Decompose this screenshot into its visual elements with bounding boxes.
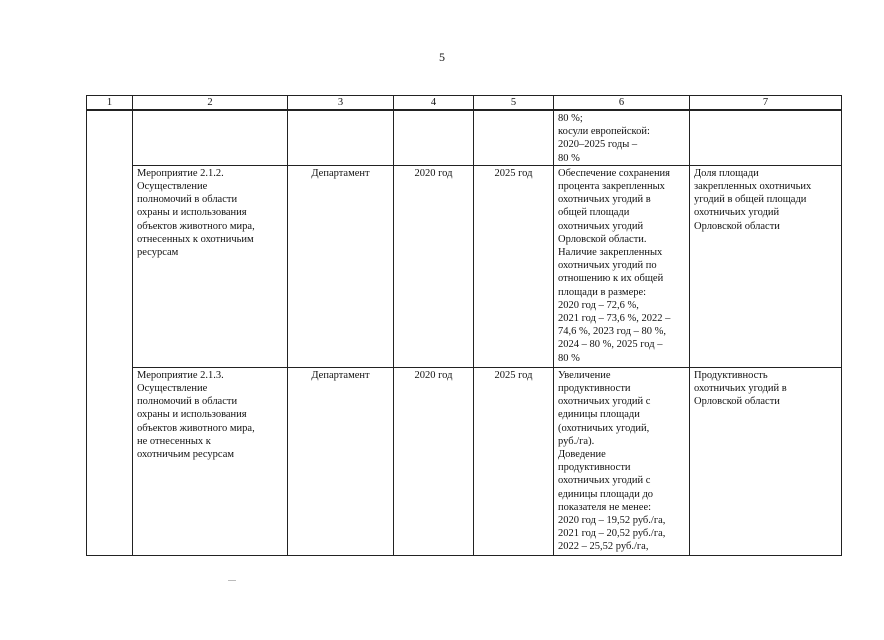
page-number: 5 [439,50,445,64]
table-row [87,110,842,165]
measure-name-cell [133,110,288,165]
column-header: 4 [394,96,474,111]
expected-result-cell: 80 %; косули европейской: 2020–2025 годы – 80 % [554,110,690,165]
end-year-cell: 2025 год [474,367,554,555]
column-header: 7 [690,96,842,111]
column-header: 1 [87,96,133,111]
end-year-cell [474,110,554,165]
expected-result-cell: Обеспечение сохранения процента закрепленных охотничьих угодий в общей площади охотничьих угодий Орловской области. Наличие закрепленных охотничьих угодий по отношению к их общей площади в размере: 2020 год – 72,6 %, 2021 год – 73,6 %, 2022 – 74,6 %, 2023 год – 80 %, 2024 – 80 %, 2025 год – 80 % [554,165,690,367]
indicator-cell [690,110,842,165]
column-header: 3 [288,96,394,111]
executor-cell: Департамент [288,165,394,367]
column-header: 2 [133,96,288,111]
measure-name-cell: Мероприятие 2.1.2. Осуществление полномочий в области охраны и использования объектов животного мира, отнесенных к охотничьим ресурсам [133,165,288,367]
start-year-cell [394,110,474,165]
executor-cell: Департамент [288,367,394,555]
start-year-cell: 2020 год [394,165,474,367]
column-header: 6 [554,96,690,111]
column-header: 5 [474,96,554,111]
indicator-cell: Доля площади закрепленных охотничьих угодий в общей площади охотничьих угодий Орловской области [690,165,842,367]
table-header-row [87,96,842,111]
row-number-cell [87,110,133,555]
measures-table [86,95,842,556]
end-year-cell: 2025 год [474,165,554,367]
indicator-cell: Продуктивность охотничьих угодий в Орловской области [690,367,842,555]
expected-result-cell: Увеличение продуктивности охотничьих угодий с единицы площади (охотничьих угодий, руб./га). Доведение продуктивности охотничьих угодий с единицы площади до показателя не менее: 2020 год – 19,52 руб./га, 2021 год – 20,52 руб./га, 2022 – 25,52 руб./га, [554,367,690,555]
table-row [87,165,842,367]
table-row [87,367,842,555]
measure-name-cell: Мероприятие 2.1.3. Осуществление полномочий в области охраны и использования объектов животного мира, не отнесенных к охотничьим ресурсам [133,367,288,555]
start-year-cell: 2020 год [394,367,474,555]
scan-artifact [228,580,236,581]
executor-cell [288,110,394,165]
